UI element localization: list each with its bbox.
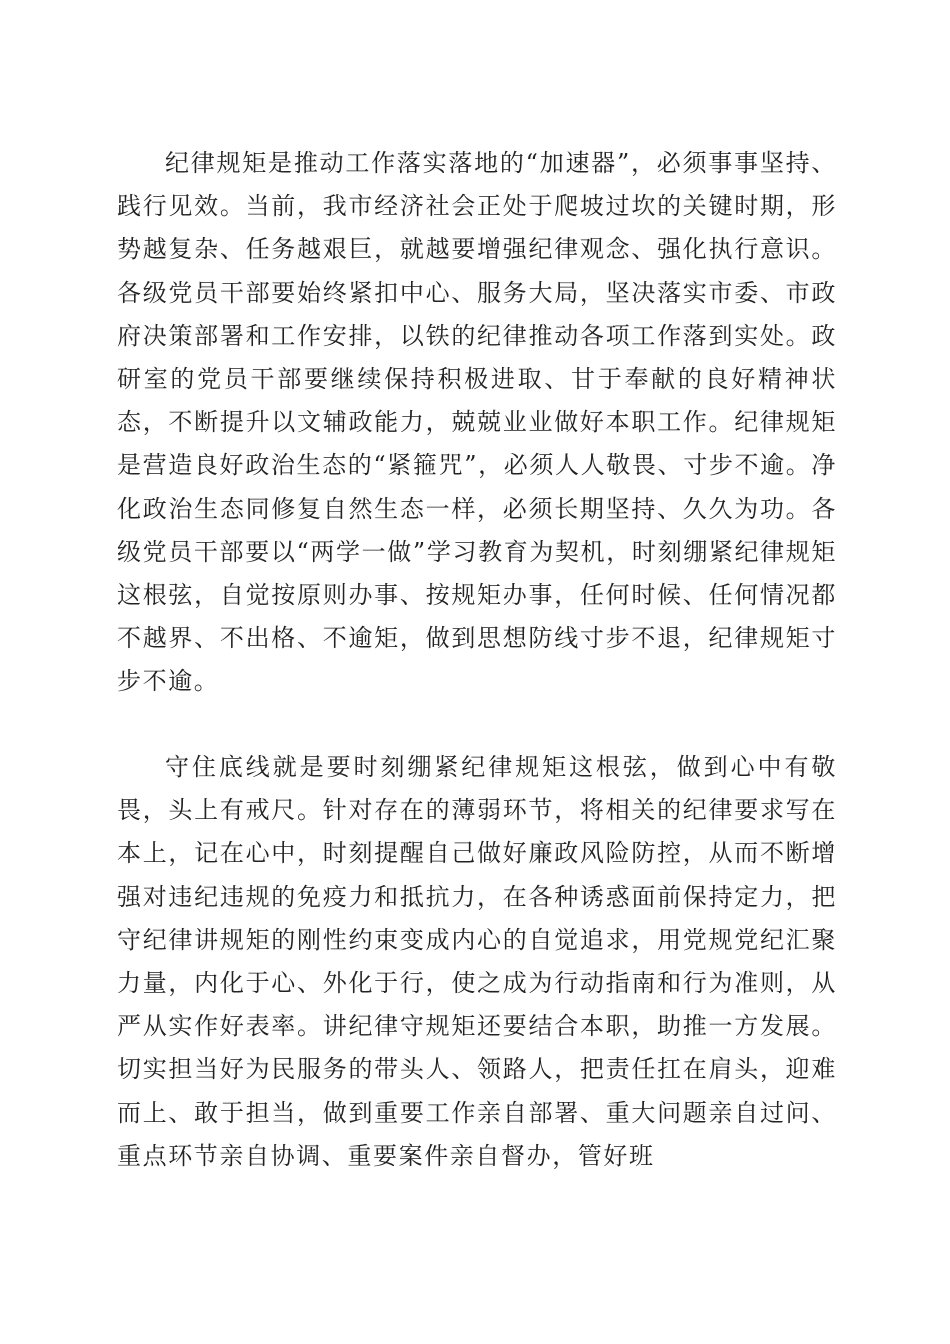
paragraph-2: 守住底线就是要时刻绷紧纪律规矩这根弦，做到心中有敬畏，头上有戒尺。针对存在的薄弱环节，将相关的纪律要求写在本上，记在心中，时刻提醒自己做好廉政风险防控，从而不断增强对违纪违规的免疫力和抵抗力，在各种诱惑面前保持定力，把守纪律讲规矩的刚性约束变成内心的自觉追求，用党规党纪汇聚力量，内化于心、外化于行，使之成为行动指南和行为准则，从严从实作好表率。讲纪律守规矩还要结合本职，助推一方发展。切实担当好为民服务的带头人、领路人，把责任扛在肩头，迎难而上、敢于担当，做到重要工作亲自部署、重大问题亲自过问、重点环节亲自协调、重要案件亲自督办，管好班: [117, 753, 837, 1170]
paragraph-1: 纪律规矩是推动工作落实落地的“加速器”，必须事事坚持、践行见效。当前，我市经济社会正处于爬坡过坎的关键时期，形势越复杂、任务越艰巨，就越要增强纪律观念、强化执行意识。各级党员干部要始终紧扣中心、服务大局，坚决落实市委、市政府决策部署和工作安排，以铁的纪律推动各项工作落到实处。政研室的党员干部要继续保持积极进取、甘于奉献的良好精神状态，不断提升以文辅政能力，兢兢业业做好本职工作。纪律规矩是营造良好政治生态的“紧箍咒”，必须人人敬畏、寸步不逾。净化政治生态同修复自然生态一样，必须长期坚持、久久为功。各级党员干部要以“两学一做”学习教育为契机，时刻绷紧纪律规矩这根弦，自觉按原则办事、按规矩办事，任何时候、任何情况都不越界、不出格、不逾矩，做到思想防线寸步不退，纪律规矩寸步不逾。: [117, 149, 837, 696]
